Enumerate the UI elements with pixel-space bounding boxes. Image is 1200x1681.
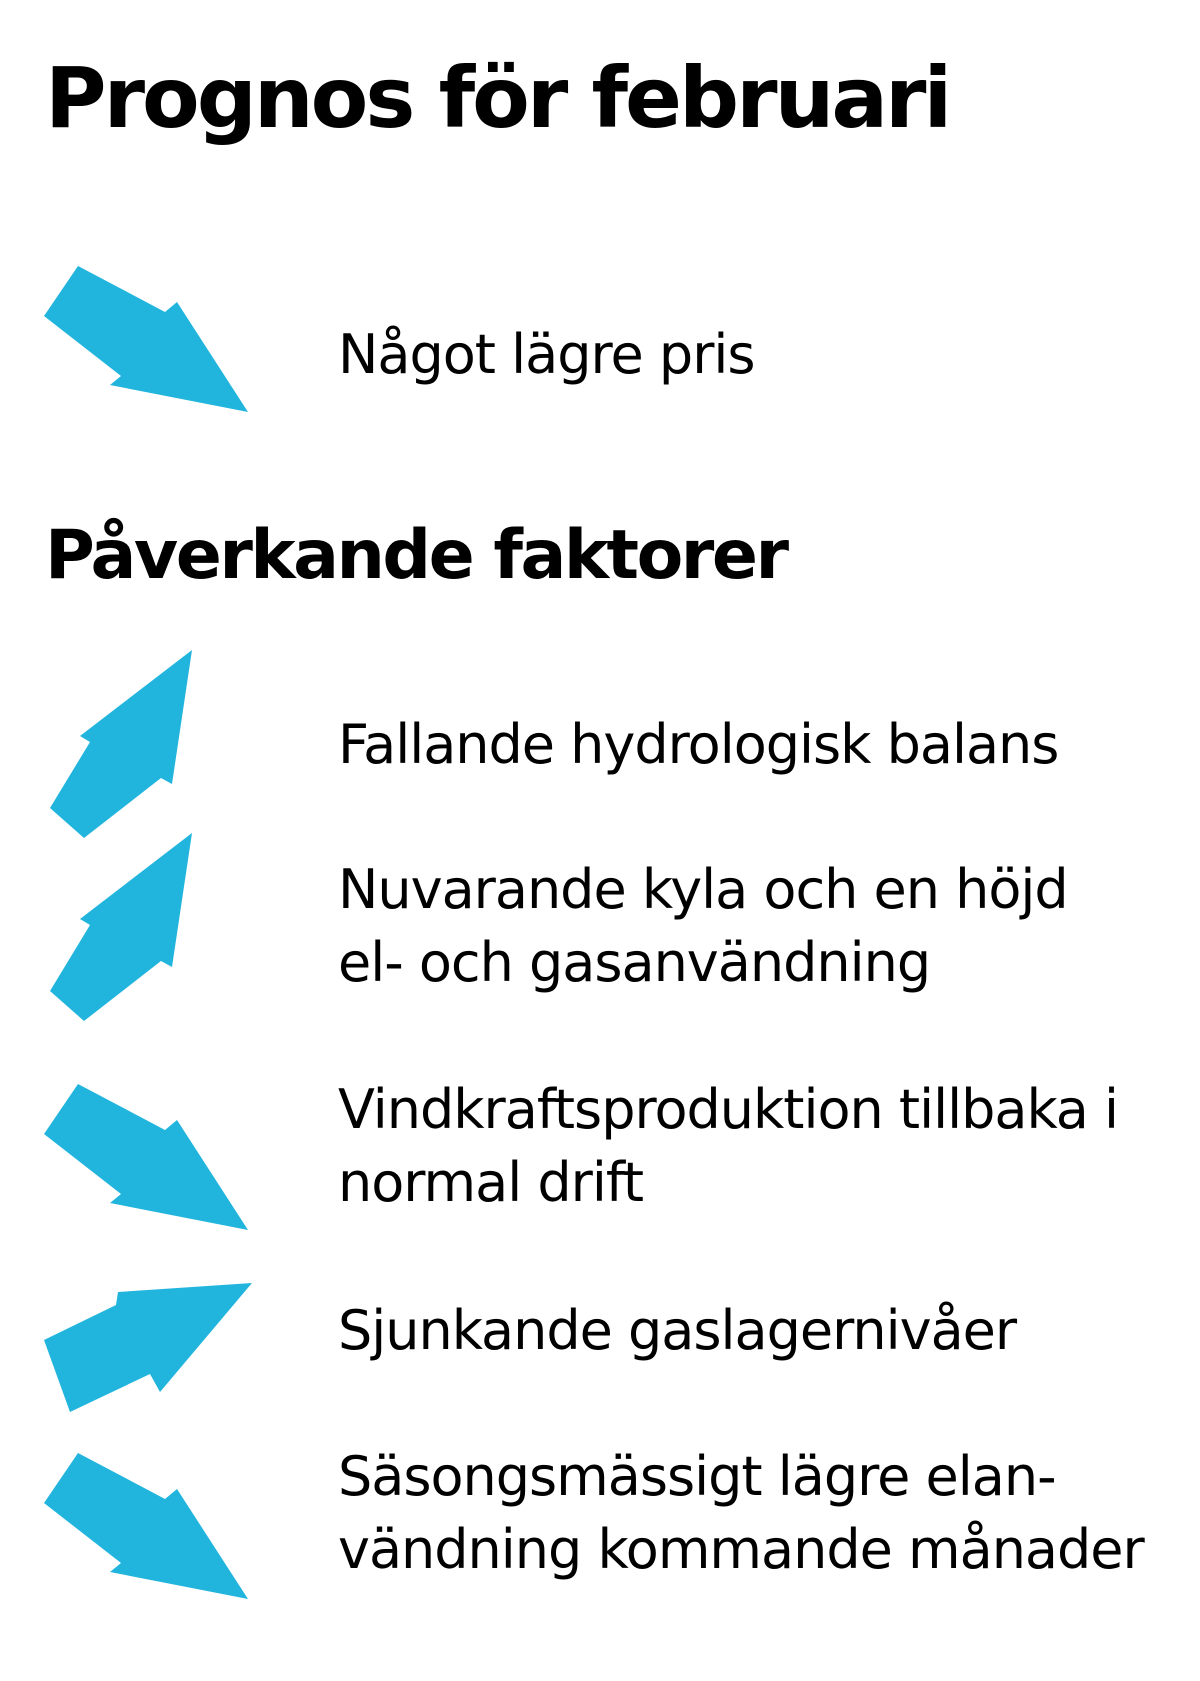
factor-text: Vindkraftsproduktion tillbaka i normal drift xyxy=(338,1078,1119,1214)
factors-title: Påverkande faktorer xyxy=(45,516,787,595)
forecast-text: Något lägre pris xyxy=(338,323,755,386)
arrow-down-right-icon xyxy=(0,260,270,430)
arrow-up-right-icon xyxy=(0,833,270,1003)
arrow-up-right-icon xyxy=(0,1278,270,1448)
arrow-down-right-icon xyxy=(0,1447,270,1617)
page-title: Prognos för februari xyxy=(45,49,950,147)
factor-text: Säsongsmässigt lägre elan- vändning kommande månader xyxy=(338,1445,1144,1581)
arrow-down-right-icon xyxy=(0,1078,270,1248)
factor-text: Sjunkande gaslagernivåer xyxy=(338,1299,1017,1362)
factor-text: Fallande hydrologisk balans xyxy=(338,713,1059,776)
arrow-up-right-icon xyxy=(0,650,270,820)
factor-text: Nuvarande kyla och en höjd el- och gasanvändning xyxy=(338,858,1068,994)
